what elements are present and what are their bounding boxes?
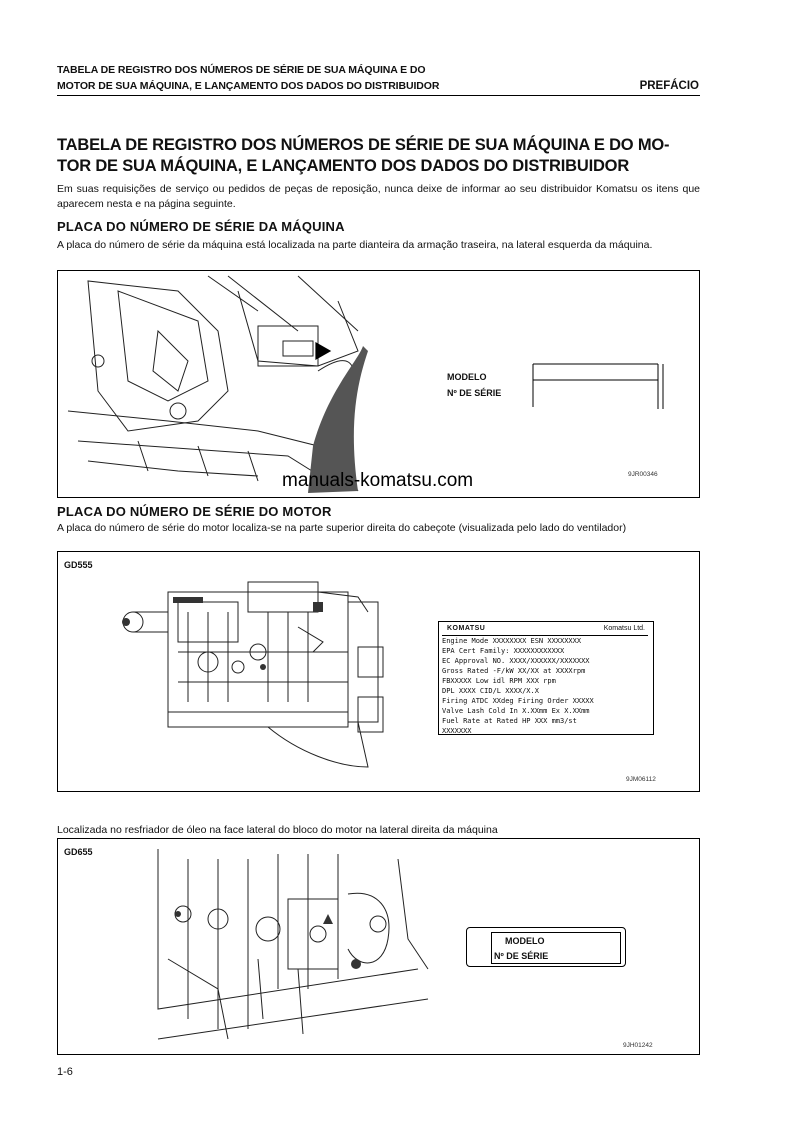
page-title-line2: TOR DE SUA MÁQUINA, E LANÇAMENTO DOS DADOS DO DISTRIBUIDOR <box>57 157 630 175</box>
engine-plate-text: A placa do número de série do motor localiza-se na parte superior direita do cabeçote (visualizada pelo lado do ventilador) <box>57 522 627 534</box>
header-title-line1: TABELA DE REGISTRO DOS NÚMEROS DE SÉRIE DE SUA MÁQUINA E DO <box>57 64 426 76</box>
machine-plate-text: A placa do número de série da máquina está localizada na parte dianteira da armação traseira, na lateral esquerda da máquina. <box>57 239 653 251</box>
machine-plate-heading: PLACA DO NÚMERO DE SÉRIE DA MÁQUINA <box>57 219 345 234</box>
header-title-line2: MOTOR DE SUA MÁQUINA, E LANÇAMENTO DOS DADOS DO DISTRIBUIDOR <box>57 80 440 92</box>
machine-plate-serial-label: Nº DE SÉRIE <box>447 388 502 398</box>
oil-cooler-drawing <box>58 839 438 1054</box>
engine-plate-line: Firing ATDC XXdeg Firing Order XXXXX <box>442 697 594 705</box>
engine-plate-lines <box>442 636 649 736</box>
cooler-plate-model-tag: GD655 <box>64 847 93 857</box>
engine-data-plate <box>438 621 654 735</box>
engine-plate-fig-code: 9JM06112 <box>626 776 656 783</box>
engine-plate-heading: PLACA DO NÚMERO DE SÉRIE DO MOTOR <box>57 504 332 519</box>
watermark-text: manuals-komatsu.com <box>282 470 474 491</box>
engine-drawing <box>58 552 438 791</box>
page-number: 1-6 <box>57 1066 73 1078</box>
engine-plate-line: Fuel Rate at Rated HP XXX mm3/st <box>442 717 577 725</box>
header-rule <box>57 95 700 96</box>
engine-plate-line: EC Approval NO. XXXX/XXXXXX/XXXXXXX <box>442 657 590 665</box>
engine-plate-line: XXXXXXX <box>442 727 472 735</box>
cooler-plate-fig-code: 9JH01242 <box>623 1042 653 1049</box>
cooler-plate-figure <box>57 838 700 1055</box>
engine-plate-line: Valve Lash Cold In X.XXmm Ex X.XXmm <box>442 707 590 715</box>
engine-plate-company: Komatsu Ltd. <box>603 625 645 632</box>
engine-plate-line: Gross Rated -F/kW XX/XX at XXXXrpm <box>442 667 586 675</box>
intro-paragraph: Em suas requisições de serviço ou pedidos de peças de reposição, nunca deixe de informar ao seu distribuidor Komatsu os itens que aparecem nesta e na página seguinte. <box>57 183 700 210</box>
machine-plate-figure <box>57 270 700 498</box>
engine-plate-line: Engine Mode XXXXXXXX ESN XXXXXXXX <box>442 637 582 645</box>
machine-plate-fig-code: 9JR00346 <box>628 471 658 478</box>
machine-frame-drawing <box>58 271 699 497</box>
engine-plate-model-tag: GD555 <box>64 560 93 570</box>
header-section: PREFÁCIO <box>639 80 699 92</box>
engine-plate-line: FBXXXXX Low idl RPM XXX rpm <box>442 677 556 685</box>
engine-plate-line: DPL XXXX CID/L XXXX/X.X <box>442 687 539 695</box>
cooler-plate-model-label: MODELO <box>505 936 545 946</box>
page-title <box>57 135 702 177</box>
cooler-plate-serial-label: Nº DE SÉRIE <box>494 951 549 961</box>
cooler-plate-text: Localizada no resfriador de óleo na face lateral do bloco do motor na lateral direita da máquina <box>57 824 498 836</box>
engine-plate-brand: KOMATSU <box>447 625 486 632</box>
engine-plate-figure <box>57 551 700 792</box>
page-title-line1: TABELA DE REGISTRO DOS NÚMEROS DE SÉRIE DE SUA MÁQUINA E DO MO- <box>57 136 670 154</box>
engine-plate-line: EPA Cert Family: XXXXXXXXXXXX <box>442 647 565 655</box>
machine-plate-model-label: MODELO <box>447 372 487 382</box>
